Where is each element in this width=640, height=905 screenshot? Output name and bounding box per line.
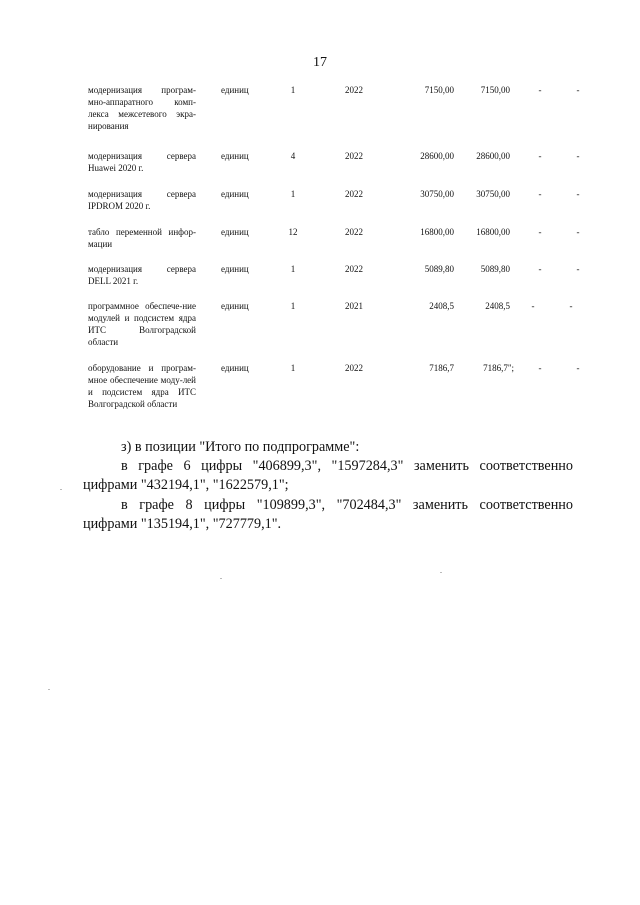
row-value-1: 7150,00 bbox=[424, 85, 454, 95]
scan-speck bbox=[440, 572, 442, 573]
row-dash-2: - bbox=[576, 264, 580, 274]
row-year: 2022 bbox=[345, 264, 363, 274]
row-unit: единиц bbox=[221, 189, 249, 199]
amendment-text bbox=[83, 438, 573, 534]
row-value-2: 5089,80 bbox=[480, 264, 510, 274]
row-unit: единиц bbox=[221, 301, 249, 311]
row-unit: единиц bbox=[221, 227, 249, 237]
row-dash-1: - bbox=[538, 227, 542, 237]
row-qty: 1 bbox=[290, 85, 296, 95]
scan-speck bbox=[220, 578, 222, 579]
table-row bbox=[88, 300, 588, 362]
row-dash-1: - bbox=[538, 189, 542, 199]
row-qty: 1 bbox=[290, 363, 296, 373]
row-dash-2: - bbox=[576, 363, 580, 373]
row-dash-2: - bbox=[569, 301, 573, 311]
row-unit: единиц bbox=[221, 151, 249, 161]
row-qty: 1 bbox=[290, 189, 296, 199]
row-year: 2022 bbox=[345, 85, 363, 95]
row-value-2: 28600,00 bbox=[476, 151, 510, 161]
row-name: модернизация програм-мно-аппаратного комп-лекса межсетевого экра-нирования bbox=[88, 85, 196, 131]
row-value-1: 2408,5 bbox=[429, 301, 454, 311]
table-row bbox=[88, 263, 588, 300]
row-name: модернизация сервера IPDROM 2020 г. bbox=[88, 189, 196, 211]
row-year: 2022 bbox=[345, 151, 363, 161]
paragraph-column-8: в графе 8 цифры "109899,3", "702484,3" заменить соответственно цифрами "135194,1", "727779,1". bbox=[83, 496, 573, 532]
row-value-2: 30750,00 bbox=[476, 189, 510, 199]
scan-speck bbox=[60, 489, 62, 490]
row-year: 2022 bbox=[345, 227, 363, 237]
row-dash-1: - bbox=[531, 301, 535, 311]
paragraph-column-6: в графе 6 цифры "406899,3", "1597284,3" заменить соответственно цифрами "432194,1", "1622579,1"; bbox=[83, 458, 573, 494]
row-dash-2: - bbox=[576, 85, 580, 95]
row-unit: единиц bbox=[221, 85, 249, 95]
row-value-1: 28600,00 bbox=[420, 151, 454, 161]
row-value-2: 16800,00 bbox=[476, 227, 510, 237]
row-name: модернизация сервера DELL 2021 г. bbox=[88, 264, 196, 286]
row-value-1: 7186,7 bbox=[429, 363, 454, 373]
page-number: 17 bbox=[313, 55, 327, 70]
row-name: табло переменной инфор-мации bbox=[88, 227, 196, 249]
table-row bbox=[88, 362, 588, 424]
row-unit: единиц bbox=[221, 264, 249, 274]
paragraph-item-z: з) в позиции "Итого по подпрограмме": bbox=[121, 439, 360, 455]
program-table bbox=[88, 84, 588, 424]
row-name: программное обеспече-ние модулей и подсистем ядра ИТС Волгоградской области bbox=[88, 301, 196, 347]
row-year: 2021 bbox=[345, 301, 363, 311]
row-year: 2022 bbox=[345, 189, 363, 199]
table-row bbox=[88, 150, 588, 188]
row-name: оборудование и програм-мное обеспечение моду-лей и подсистем ядра ИТС Волгоградской области bbox=[88, 363, 196, 409]
table-row bbox=[88, 226, 588, 263]
row-value-2: 7186,7"; bbox=[483, 363, 514, 373]
row-dash-2: - bbox=[576, 151, 580, 161]
row-value-2: 7150,00 bbox=[480, 85, 510, 95]
row-dash-1: - bbox=[538, 151, 542, 161]
row-qty: 1 bbox=[290, 301, 296, 311]
row-qty: 4 bbox=[290, 151, 296, 161]
row-value-1: 5089,80 bbox=[424, 264, 454, 274]
row-dash-2: - bbox=[576, 189, 580, 199]
row-value-1: 30750,00 bbox=[420, 189, 454, 199]
row-value-1: 16800,00 bbox=[420, 227, 454, 237]
row-name: модернизация сервера Huawei 2020 г. bbox=[88, 151, 196, 173]
table-row bbox=[88, 84, 588, 150]
row-value-2: 2408,5 bbox=[485, 301, 510, 311]
row-dash-1: - bbox=[538, 264, 542, 274]
row-dash-1: - bbox=[538, 363, 542, 373]
row-dash-2: - bbox=[576, 227, 580, 237]
row-unit: единиц bbox=[221, 363, 249, 373]
row-dash-1: - bbox=[538, 85, 542, 95]
row-qty: 12 bbox=[288, 227, 298, 237]
table-row bbox=[88, 188, 588, 226]
row-year: 2022 bbox=[345, 363, 363, 373]
scan-speck bbox=[48, 689, 50, 690]
row-qty: 1 bbox=[290, 264, 296, 274]
